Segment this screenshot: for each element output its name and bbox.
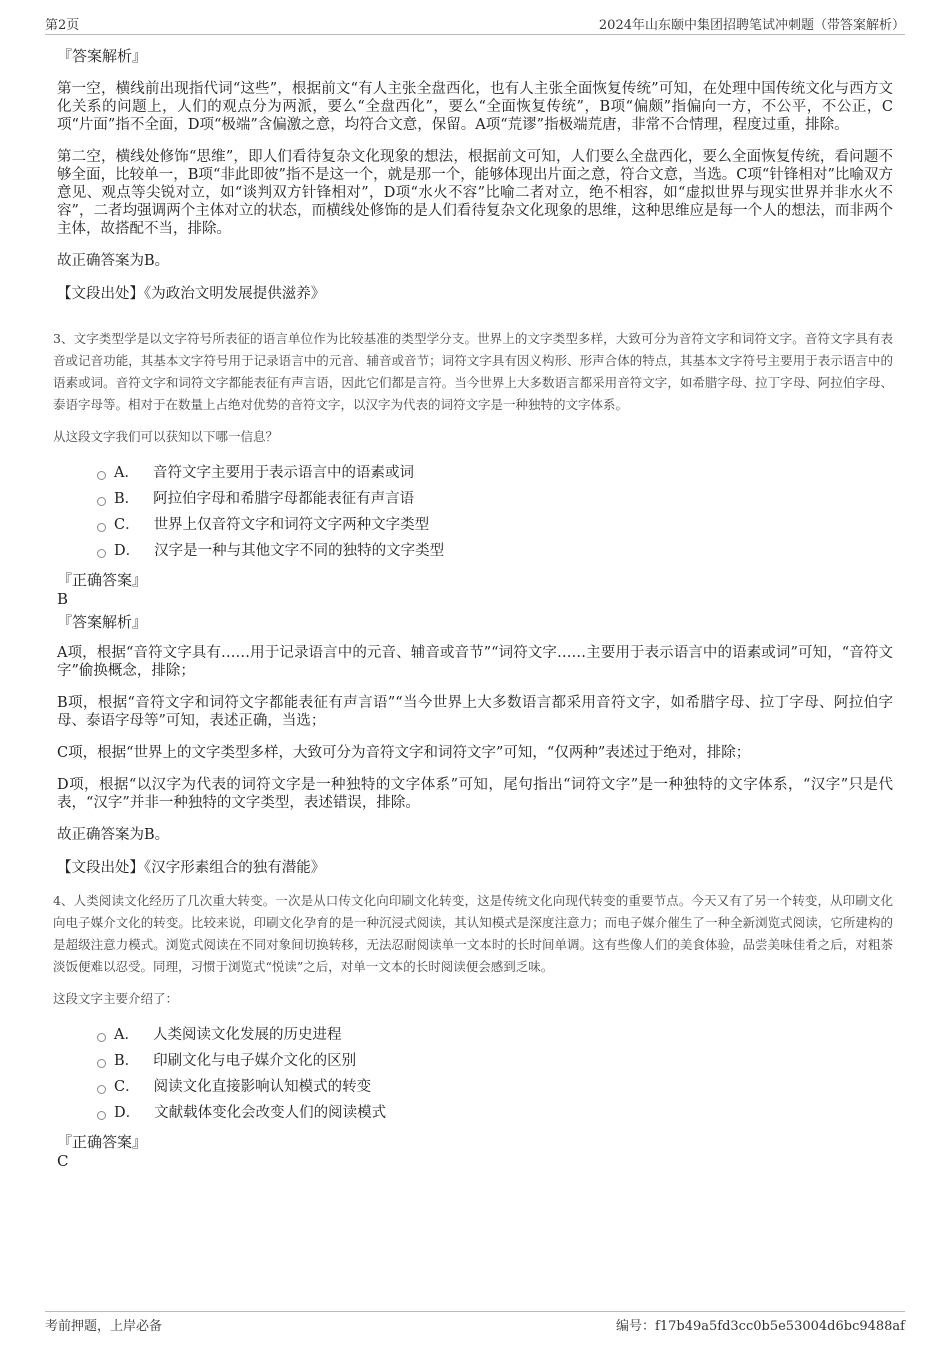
page-footer xyxy=(45,1311,905,1334)
q4-options xyxy=(97,1022,893,1126)
q2-analysis-para-1: 第一空，横线前出现指代词“这些”，根据前文“有人主张全盘西化，也有人主张全面恢复传统”可知，在处理中国传统文化与西方文化关系的问题上，人们的观点分为两派，要么“全盘西化”，要么“全面恢复传统”，B项“偏颇”指偏向一方，不公平，不公正，C项“片面”指不全面，D项“极端”含偏激之意，均符合文意，保留。A项“荒谬”指极端荒唐，非常不合情理，程度过重，排除。 xyxy=(57,81,893,133)
q4-option-b[interactable] xyxy=(97,1048,893,1074)
radio-icon[interactable] xyxy=(97,497,106,506)
q4-option-c[interactable] xyxy=(97,1074,893,1100)
q3-option-d[interactable] xyxy=(97,538,893,564)
page-content xyxy=(53,46,893,1170)
option-letter: C． xyxy=(114,1079,140,1095)
option-letter: D． xyxy=(114,543,141,559)
option-letter: B． xyxy=(114,491,140,507)
q2-conclusion: 故正确答案为B。 xyxy=(57,253,170,269)
q3-stem: 3、文字类型学是以文字符号所表征的语言单位作为比较基准的类型学分支。世界上的文字类型多样，大致可分为音符文字和词符文字。音符文字具有表音或记音功能，其基本文字符号用于记录语言中的元音、辅音或音节；词符文字具有因义构形、形声合体的特点，其基本文字符号主要用于表示语言中的语素或词。音符文字和词符文字都能表征有声言语，因此它们都是言符。当今世界上大多数语言都采用音符文字，如希腊字母、拉丁字母、阿拉伯字母、泰语字母等。相对于在数量上占绝对优势的音符文字，以汉字为代表的词符文字是一种独特的文字体系。 xyxy=(53,331,893,412)
option-letter: A． xyxy=(114,1027,139,1043)
option-letter: A． xyxy=(114,465,139,481)
q3-answer-label: 『正确答案』 xyxy=(57,571,148,589)
option-text: 世界上仅音符文字和词符文字两种文字类型 xyxy=(153,517,430,533)
q3-option-b[interactable] xyxy=(97,486,893,512)
q4-stem: 4、人类阅读文化经历了几次重大转变。一次是从口传文化向印刷文化转变，这是传统文化向现代转变的重要节点。今天又有了另一个转变，从印刷文化向电子媒介文化的转变。比较来说，印刷文化孕育的是一种沉浸式阅读，其认知模式是深度注意力；而电子媒介催生了一种全新浏览式阅读，它所建构的是超级注意力模式。浏览式阅读在不同对象间切换转移，无法忍耐阅读单一文本时的长时间单调。这有些像人们的美食体验，品尝美味佳肴之后，对粗茶淡饭便难以忍受。同理，习惯于浏览式“悦读”之后，对单一文本的长时阅读便会感到乏味。 xyxy=(53,893,893,974)
radio-icon[interactable] xyxy=(97,549,106,558)
document-id: 编号：f17b49a5fd3cc0b5e53004d6bc9488af xyxy=(616,1319,905,1334)
q2-source: 【文段出处】《为政治文明发展提供滋养》 xyxy=(57,286,326,302)
page-header xyxy=(45,14,905,35)
option-text: 阅读文化直接影响认知模式的转变 xyxy=(153,1079,372,1095)
q3-analysis-b: B项，根据“音符文字和词符文字都能表征有声言语”“当今世界上大多数语言都采用音符文字，如希腊字母、拉丁字母、阿拉伯字母、泰语字母等”可知，表述正确，当选； xyxy=(57,695,893,729)
q3-analysis-c: C项，根据“世界上的文字类型多样，大致可分为音符文字和词符文字”可知，“仅两种”表述过于绝对，排除； xyxy=(57,745,751,761)
q3-option-a[interactable] xyxy=(97,460,893,486)
q4-option-a[interactable] xyxy=(97,1022,893,1048)
q3-analysis-d: D项，根据“以汉字为代表的词符文字是一种独特的文字体系”可知，尾句指出“词符文字”是一种独特的文字体系，“汉字”只是代表，“汉字”并非一种独特的文字类型，表述错误，排除。 xyxy=(57,777,893,811)
option-text: 音符文字主要用于表示语言中的语素或词 xyxy=(152,465,414,481)
q3-analysis-label: 『答案解析』 xyxy=(57,613,148,631)
option-text: 文献载体变化会改变人们的阅读模式 xyxy=(154,1105,387,1121)
q3-source: 【文段出处】《汉字形素组合的独有潜能》 xyxy=(57,860,326,876)
option-text: 阿拉伯字母和希腊字母都能表征有声言语 xyxy=(153,491,415,507)
option-text: 印刷文化与电子媒介文化的区别 xyxy=(153,1053,357,1069)
option-text: 汉字是一种与其他文字不同的独特的文字类型 xyxy=(154,543,445,559)
q3-analysis-a: A项，根据“音符文字具有……用于记录语言中的元音、辅音或音节”“词符文字……主要用于表示语言中的语素或词”可知，“音符文字”偷换概念，排除； xyxy=(57,645,893,679)
radio-icon[interactable] xyxy=(97,1111,106,1120)
q3-answer: B xyxy=(57,590,69,608)
footer-slogan: 考前押题，上岸必备 xyxy=(45,1319,163,1334)
radio-icon[interactable] xyxy=(97,523,106,532)
option-text: 人类阅读文化发展的历史进程 xyxy=(152,1027,342,1043)
radio-icon[interactable] xyxy=(97,471,106,480)
option-letter: D． xyxy=(114,1105,141,1121)
document-title: 2024年山东颐中集团招聘笔试冲刺题（带答案解析） xyxy=(598,18,905,33)
radio-icon[interactable] xyxy=(97,1033,106,1042)
option-letter: B． xyxy=(114,1053,140,1069)
option-letter: C． xyxy=(114,517,140,533)
q4-answer-label: 『正确答案』 xyxy=(57,1133,148,1151)
q3-conclusion: 故正确答案为B。 xyxy=(57,827,170,843)
q4-answer: C xyxy=(57,1152,69,1170)
q4-question: 这段文字主要介绍了： xyxy=(53,991,179,1006)
q2-analysis-label: 『答案解析』 xyxy=(57,47,148,65)
q3-question: 从这段文字我们可以获知以下哪一信息？ xyxy=(53,429,279,444)
q3-options xyxy=(97,460,893,564)
radio-icon[interactable] xyxy=(97,1085,106,1094)
page-number: 第2页 xyxy=(45,18,80,33)
q2-analysis-para-2: 第二空，横线处修饰“思维”，即人们看待复杂文化现象的想法，根据前文可知，人们要么全盘西化，要么全面恢复传统，看问题不够全面，比较单一，B项“非此即彼”指不是这一个，就是那一个，能够体现出片面之意，符合文意，当选。C项“针锋相对”比喻双方意见、观点等尖锐对立，如“谈判双方针锋相对”，D项“水火不容”比喻二者对立，绝不相容，如“虚拟世界与现实世界并非水火不容”，二者均强调两个主体对立的状态，而横线处修饰的是人们看待复杂文化现象的思维，这种思维应是每一个人的想法，而非两个主体，故搭配不当，排除。 xyxy=(57,149,893,237)
radio-icon[interactable] xyxy=(97,1059,106,1068)
q4-option-d[interactable] xyxy=(97,1100,893,1126)
q3-option-c[interactable] xyxy=(97,512,893,538)
